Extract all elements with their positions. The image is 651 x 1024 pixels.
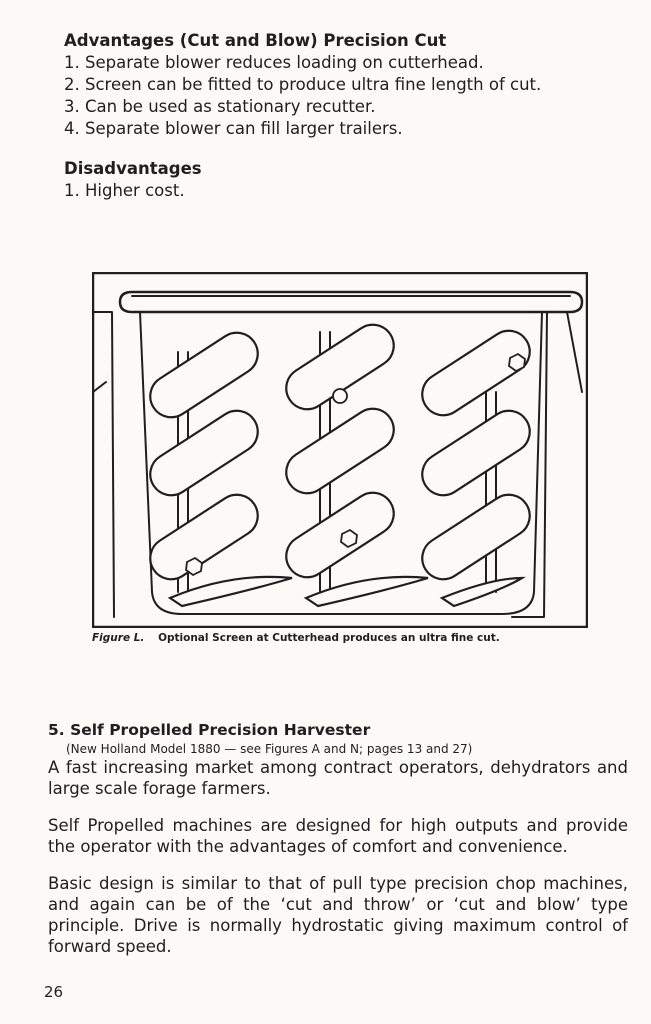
page-number: 26	[44, 983, 64, 1001]
section-paragraph: A fast increasing market among contract operators, dehydrators and large scale forage farmers.	[48, 758, 628, 798]
harvester-section	[48, 719, 628, 957]
advantages-block	[64, 30, 584, 202]
cutterhead-screen-illustration	[92, 272, 588, 628]
disadvantages-list	[64, 180, 584, 202]
advantages-list	[64, 52, 584, 140]
section-subtitle: (New Holland Model 1880 — see Figures A and N; pages 13 and 27)	[66, 742, 473, 756]
section-title: 5. Self Propelled Precision Harvester	[48, 721, 371, 739]
advantages-item: 2. Screen can be fitted to produce ultra fine length of cut.	[64, 75, 542, 94]
advantages-item: 4. Separate blower can fill larger trailers.	[64, 119, 403, 138]
section-paragraph: Self Propelled machines are designed for high outputs and provide the operator with the advantages of comfort and convenience.	[48, 816, 628, 856]
figure-label: Figure L.	[92, 632, 145, 644]
disadvantages-heading: Disadvantages	[64, 159, 202, 178]
advantages-item: 1. Separate blower reduces loading on cutterhead.	[64, 53, 484, 72]
section-paragraph: Basic design is similar to that of pull type precision chop machines, and again can be of the ‘cut and throw’ or ‘cut and blow’ type principle. Drive is normally hydrostatic giving maximum control of forward speed.	[48, 874, 628, 956]
figure-caption	[92, 632, 500, 644]
figure-caption-text: Optional Screen at Cutterhead produces an ultra fine cut.	[158, 632, 500, 644]
advantages-item: 3. Can be used as stationary recutter.	[64, 97, 376, 116]
advantages-heading: Advantages (Cut and Blow) Precision Cut	[64, 31, 447, 50]
disadvantages-item: 1. Higher cost.	[64, 181, 185, 200]
